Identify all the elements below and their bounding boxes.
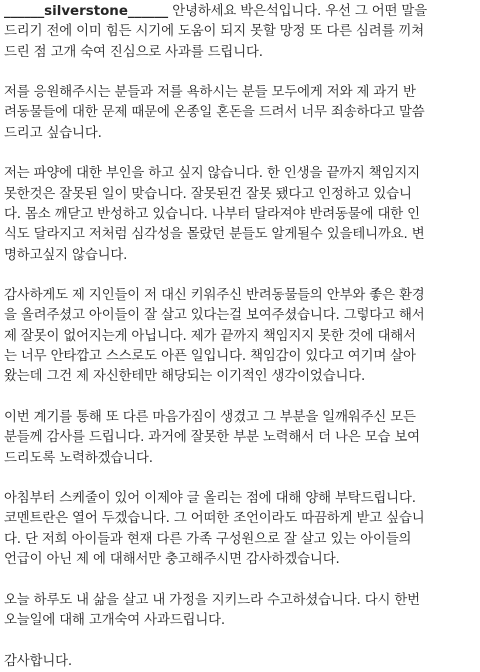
paragraph-3 bbox=[4, 164, 474, 265]
paragraph-4 bbox=[4, 286, 474, 387]
caption-line: 제 잘못이 없어지는게 아닙니다. 제가 끝까지 책임지지 못한 것에 대해서 bbox=[4, 328, 416, 344]
caption-line: 코멘트란은 열어 두겠습니다. 그 어떠한 조언이라도 따끔하게 받고 싶습니 bbox=[4, 511, 425, 527]
caption-line: 감사합니다. bbox=[4, 653, 73, 669]
caption-line: 식도 달라지고 저처럼 심각성을 몰랐던 분들도 알게될수 있을테니까요. 변 bbox=[4, 227, 425, 243]
caption-line: 오늘일에 대해 고개숙여 사과드립니다. bbox=[4, 612, 225, 628]
caption-line bbox=[4, 2, 474, 22]
caption-line: 분들께 감사를 드립니다. 과거에 잘못한 부분 노력해서 더 나은 모습 보여 bbox=[4, 430, 420, 446]
caption-line: 명하고싶지 않습니다. bbox=[4, 247, 128, 263]
caption-line: 저는 파양에 대한 부인을 하고 싶지 않습니다. 한 인생을 끝까지 책임지지 bbox=[4, 166, 420, 182]
caption-line: 다. 몸소 깨닫고 반성하고 있습니다. 나부터 달라져야 반려동물에 대한 인 bbox=[4, 206, 420, 222]
caption-line: 감사하게도 제 지인들이 저 대신 키워주신 반려동물들의 안부와 좋은 환경 bbox=[4, 288, 425, 304]
paragraph-5 bbox=[4, 408, 474, 469]
paragraph-6 bbox=[4, 489, 474, 570]
caption-line: 못한것은 잘못된 일이 맞습니다. 잘못된건 잘못 됐다고 인정하고 있습니 bbox=[4, 186, 412, 202]
caption-line: 아침부터 스케줄이 있어 이제야 글 올리는 점에 대해 양해 부탁드립니다. bbox=[4, 491, 416, 507]
caption-line: 드리고 싶습니다. bbox=[4, 125, 102, 141]
caption-line: 이번 계기를 통해 또 다른 마음가짐이 생겼고 그 부분을 일깨워주신 모든 bbox=[4, 409, 416, 425]
paragraph-2 bbox=[4, 83, 474, 144]
caption-line: 드리기 전에 이미 힘든 시기에 도움이 되지 못할 망정 또 다른 심려를 끼쳐 bbox=[4, 24, 425, 40]
caption-line: 드린 점 고개 숙여 진심으로 사과를 드립니다. bbox=[4, 44, 263, 60]
caption-line: 오늘 하루도 내 삶을 살고 내 가정을 지키느라 수고하셨습니다. 다시 한번 bbox=[4, 592, 420, 608]
paragraph-7 bbox=[4, 591, 474, 632]
caption-line: 언급이 아닌 제 에 대해서만 충고해주시면 감사하겠습니다. bbox=[4, 552, 340, 568]
caption-line: 려동물들에 대한 문제 때문에 온종일 혼돈을 드려서 너무 죄송하다고 말씀 bbox=[4, 105, 425, 121]
caption-line: 드리도록 노력하겠습니다. bbox=[4, 450, 153, 466]
caption-line: 을 올려주셨고 아이들이 잘 살고 있다는걸 보여주셨습니다. 그렇다고 해서 bbox=[4, 308, 425, 324]
caption-line: 다. 단 저희 아이들과 현재 다른 가족 구성원으로 잘 살고 있는 아이들의 bbox=[4, 531, 412, 547]
caption-line: 저를 응원해주시는 분들과 저를 욕하시는 분들 모두에게 저와 제 과거 반 bbox=[4, 85, 416, 101]
paragraph-1 bbox=[4, 2, 474, 63]
paragraph-8 bbox=[4, 652, 474, 672]
caption-line: 는 너무 안타깝고 스스로도 아픈 일입니다. 책임감이 있다고 여기며 살아 bbox=[4, 349, 416, 365]
caption-text: 안녕하세요 박은석입니다. 우선 그 어떤 말을 bbox=[172, 4, 427, 19]
username-link[interactable]: ______silverstone______ bbox=[4, 4, 169, 19]
caption-line: 왔는데 그건 제 자신한테만 해당되는 이기적인 생각이었습니다. bbox=[4, 369, 366, 385]
